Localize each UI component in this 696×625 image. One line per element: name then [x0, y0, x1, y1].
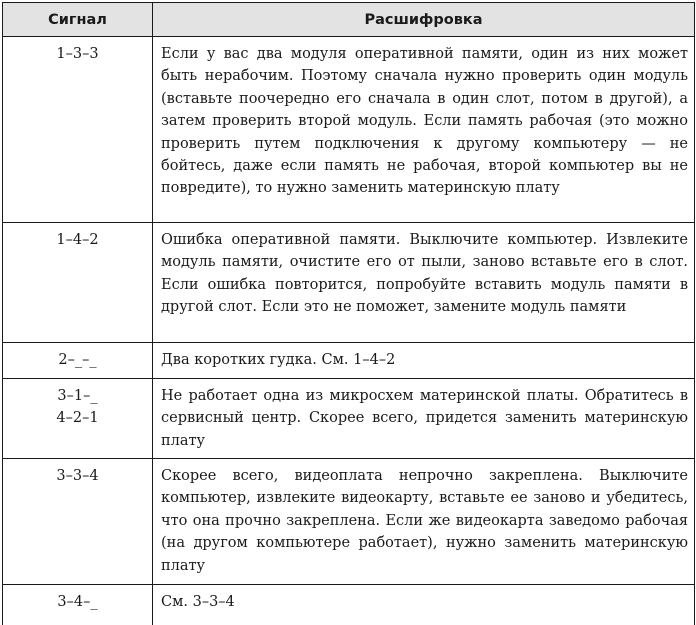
signal-cell: 3–3–4	[3, 459, 153, 585]
description-cell: Два коротких гудка. См. 1–4–2	[153, 343, 695, 379]
description-cell: Если у вас два модуля оперативной памяти, один из них может быть нерабочим. Поэтому сначала нужно проверить один модуль (вставьте поочередно его сначала в один слот, потом в другой), а затем проверить второй модуль. Если память рабочая (это можно проверить путем подключения к другому компьютеру — не бойтесь, даже если память не рабочая, второй компьютер вы не повредите), то нужно заменить материнскую плату	[153, 37, 695, 223]
table-row	[3, 343, 695, 379]
table-header-row	[3, 3, 695, 37]
table-row	[3, 459, 695, 585]
table-row	[3, 223, 695, 343]
table-row	[3, 585, 695, 625]
description-cell: См. 3–3–4	[153, 585, 695, 625]
beep-codes-table	[2, 2, 695, 625]
signal-cell: 3–4–_	[3, 585, 153, 625]
signal-cell: 2–_–_	[3, 343, 153, 379]
table-row	[3, 37, 695, 223]
header-description: Расшифровка	[153, 3, 695, 37]
description-cell: Не работает одна из микросхем материнской платы. Обратитесь в сервисный центр. Скорее всего, придется заменить материнскую плату	[153, 379, 695, 459]
description-cell: Скорее всего, видеоплата непрочно закреплена. Выключите компьютер, извлеките видеокарту, вставьте ее заново и убедитесь, что она прочно закреплена. Если же видеокарта заведомо рабочая (на другом компьютере работает), нужно заменить материнскую плату	[153, 459, 695, 585]
header-signal: Сигнал	[3, 3, 153, 37]
signal-cell: 1–4–2	[3, 223, 153, 343]
description-cell: Ошибка оперативной памяти. Выключите компьютер. Извлеките модуль памяти, очистите его от пыли, заново вставьте его в слот. Если ошибка повторится, попробуйте вставить модуль памяти в другой слот. Если это не поможет, замените модуль памяти	[153, 223, 695, 343]
table-row	[3, 379, 695, 459]
signal-cell: 1–3–3	[3, 37, 153, 223]
signal-cell: 3–1–_ 4–2–1	[3, 379, 153, 459]
